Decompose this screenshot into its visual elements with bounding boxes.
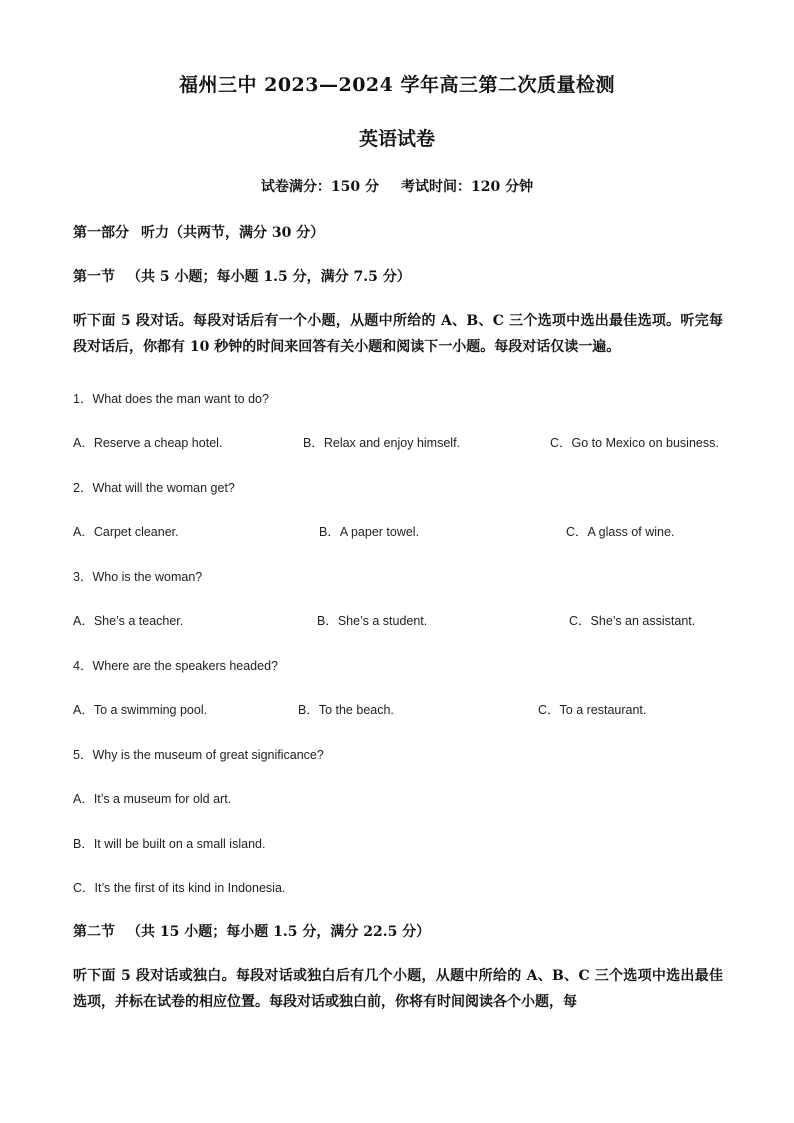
section2-label: 第二节 bbox=[73, 924, 115, 940]
question-1-option-a: A．Reserve a cheap hotel. bbox=[73, 436, 223, 450]
question-5-option-b: B．It will be built on a small island. bbox=[73, 837, 266, 851]
part1-label: 第一部分 bbox=[73, 225, 129, 241]
question-3-option-b: B．She’s a student. bbox=[317, 614, 428, 628]
part1-text: 听力（共两节，满分 30 分） bbox=[141, 225, 325, 241]
section1-text: （共 5 小题；每小题 1.5 分，满分 7.5 分） bbox=[127, 269, 411, 285]
question-3-option-c: C．She’s an assistant. bbox=[569, 614, 696, 628]
question-5-option-a: A．It’s a museum for old art. bbox=[73, 792, 232, 806]
question-5-option-c: C．It’s the first of its kind in Indonesia. bbox=[73, 881, 286, 895]
question-3-stem: 3．Who is the woman? bbox=[73, 570, 203, 584]
section2-instructions: 听下面 5 段对话或独白。每段对话或独白后有几个小题，从题中所给的 A、B、C 三个选项中选出最佳选项，并标在试卷的相应位置。每段对话或独白前，你将有时间阅读各个小题，每 bbox=[73, 968, 723, 1010]
question-1-stem: 1．What does the man want to do? bbox=[73, 392, 269, 406]
question-4-option-a: A．To a swimming pool. bbox=[73, 703, 208, 717]
question-4-option-c: C．To a restaurant. bbox=[538, 703, 647, 717]
section1-heading bbox=[73, 266, 411, 286]
question-4-option-b: B．To the beach. bbox=[298, 703, 394, 717]
section1-label: 第一节 bbox=[73, 269, 115, 285]
section2-heading bbox=[73, 921, 430, 941]
question-2-option-a: A．Carpet cleaner. bbox=[73, 525, 179, 539]
exam-meta bbox=[0, 176, 794, 196]
score-info: 试卷满分：150 分 bbox=[260, 179, 379, 195]
question-2-option-c: C．A glass of wine. bbox=[566, 525, 675, 539]
question-1-option-c: C．Go to Mexico on business. bbox=[550, 436, 719, 450]
part1-heading bbox=[73, 222, 324, 242]
question-5-stem: 5．Why is the museum of great significance? bbox=[73, 748, 324, 762]
question-3-option-a: A．She’s a teacher. bbox=[73, 614, 184, 628]
exam-title: 福州三中 2023—2024 学年高三第二次质量检测 bbox=[179, 74, 615, 96]
question-2-stem: 2．What will the woman get? bbox=[73, 481, 235, 495]
question-4-stem: 4．Where are the speakers headed? bbox=[73, 659, 278, 673]
section1-instructions: 听下面 5 段对话。每段对话后有一个小题，从题中所给的 A、B、C 三个选项中选出最佳选项。听完每段对话后，你都有 10 秒钟的时间来回答有关小题和阅读下一小题。每段对话仅读一遍。 bbox=[73, 313, 723, 355]
section2-text: （共 15 小题；每小题 1.5 分，满分 22.5 分） bbox=[127, 924, 431, 940]
question-2-option-b: B．A paper towel. bbox=[319, 525, 420, 539]
question-1-option-b: B．Relax and enjoy himself. bbox=[303, 436, 461, 450]
time-info: 考试时间：120 分钟 bbox=[401, 179, 534, 195]
exam-subtitle: 英语试卷 bbox=[358, 128, 435, 150]
